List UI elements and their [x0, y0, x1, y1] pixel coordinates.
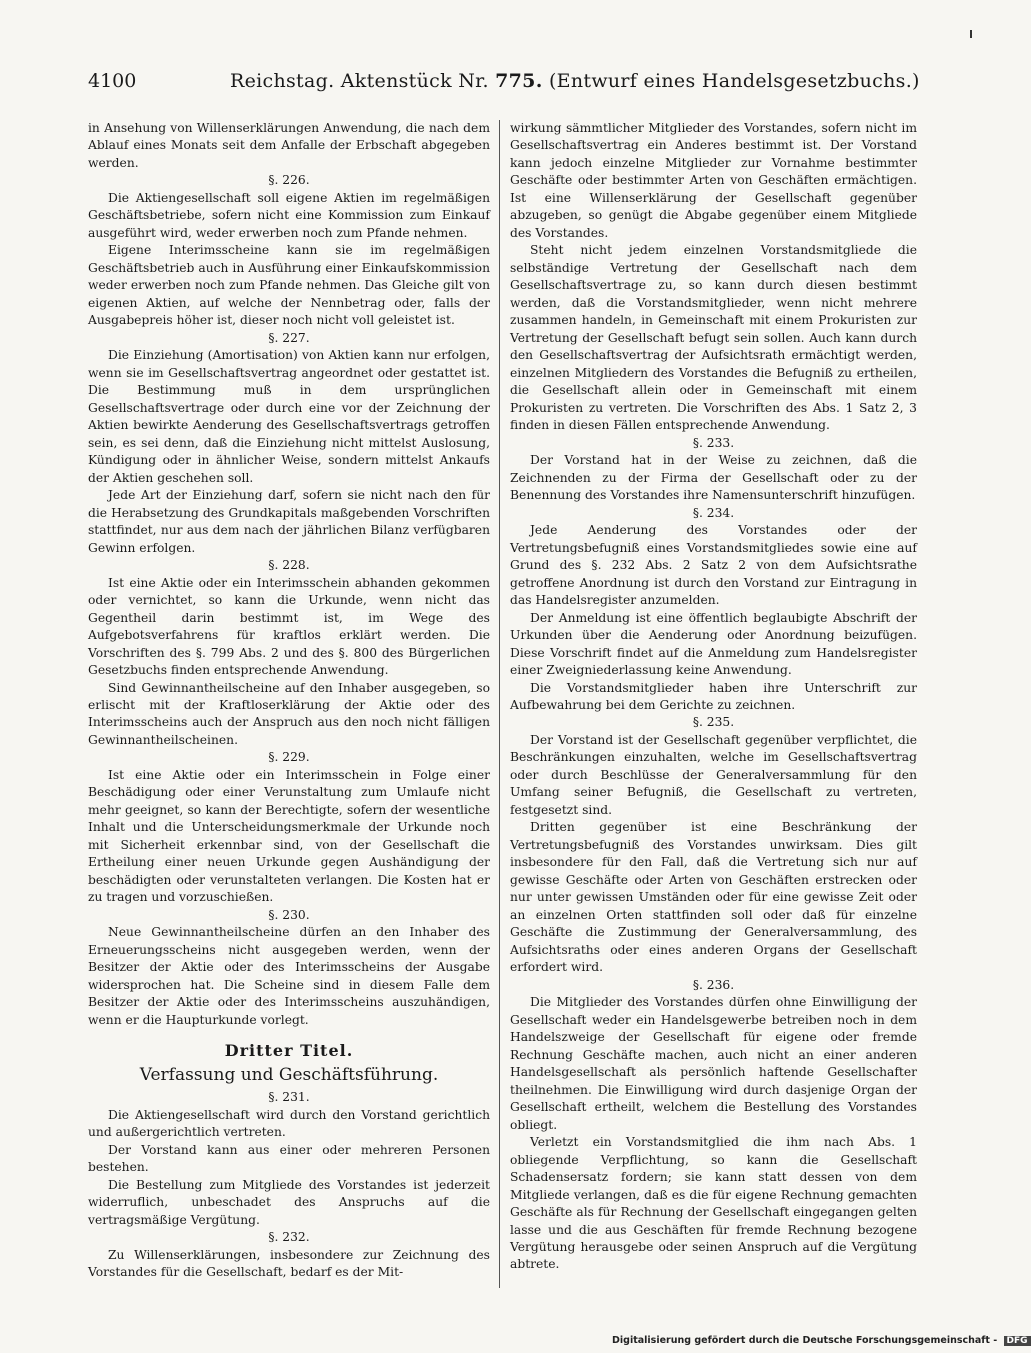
section-heading: §. 226.: [268, 173, 310, 188]
paragraph: Neue Gewinnantheilscheine dürfen an den Inhaber des Erneuerungsscheins nicht ausgegeben werden, wenn der Besitzer der Aktie oder des Interimsscheins der Ausgabe widersprochen hat. Die Scheine sind in diesem Falle dem Besitzer der Aktie oder des Interimsscheins auszuhändigen, wenn er die Haupturkunde vorlegt.: [88, 925, 490, 1027]
paragraph: Die Vorstandsmitglieder haben ihre Unterschrift zur Aufbewahrung bei dem Gerichte zu zeichnen.: [510, 680, 917, 712]
chapter-subtitle: Verfassung und Geschäftsführung.: [139, 1065, 439, 1086]
digitization-footer: [612, 1335, 1031, 1346]
section-heading: §. 230.: [268, 907, 310, 922]
scan-mark: [970, 30, 972, 38]
running-head-prefix: Reichstag. Aktenstück Nr.: [230, 70, 489, 92]
section-heading: §. 233.: [692, 435, 735, 450]
paragraph: Ist eine Aktie oder ein Interimsschein abhanden gekommen oder vernichtet, so kann die Urkunde, wenn nicht das Gegentheil darin bestimmt ist, im Wege des Aufgebotsverfahrens für kraftlos erklärt werden. Die Vorschriften des §. 799 Abs. 2 und des §. 800 des Bürgerlichen Gesetzbuchs finden entsprechende Anwendung.: [88, 575, 490, 678]
paragraph: Der Vorstand hat in der Weise zu zeichnen, daß die Zeichnenden zu der Firma der Gesellschaft oder zu der Benennung des Vorstandes ihre Namensunterschrift hinzufügen.: [510, 453, 917, 503]
section-heading: §. 227.: [268, 330, 310, 345]
paragraph: Steht nicht jedem einzelnen Vorstandsmitgliede die selbständige Vertretung der Gesellschaft nach dem Gesellschaftsvertrage zu, so kann durch diesen bestimmt werden, daß die Vorstandsmitglieder, wenn nicht mehrere zusammen handeln, in Gemeinschaft mit einem Prokuristen zur Vertretung der Gesellschaft befugt sein sollen. Auch kann durch den Gesellschaftsvertrag der Aufsichtsrath ermächtigt werden, einzelnen Mitgliedern des Vorstandes die Befugniß zu ertheilen, die Gesellschaft allein oder in Gemeinschaft mit einem Prokuristen zu vertreten. Die Vorschriften des Abs. 1 Satz 2, 3 finden in diesen Fällen entsprechende Anwendung.: [510, 243, 917, 433]
section-heading: §. 231.: [268, 1090, 310, 1105]
paragraph: Verletzt ein Vorstandsmitglied die ihm nach Abs. 1 obliegende Verpflichtung, so kann die Gesellschaft Schadensersatz fordern; sie kann statt dessen von dem Mitgliede verlangen, daß es die für eigene Rechnung gemachten Geschäfte als für Rechnung der Gesellschaft eingegangen gelten lasse und die aus Geschäften für fremde Rechnung bezogene Vergütung herausgebe oder seinen Anspruch auf die Vergütung abtrete.: [510, 1135, 917, 1272]
paragraph-continuation: in Ansehung von Willenserklärungen Anwendung, die nach dem Ablauf eines Monats seit dem Anfalle der Erbschaft abgegeben werden.: [88, 121, 490, 170]
footer-text: Digitalisierung gefördert durch die Deutsche Forschungsgemeinschaft -: [612, 1335, 998, 1346]
section-heading: §. 228.: [268, 558, 310, 573]
left-column: [88, 120, 490, 1282]
paragraph: Der Vorstand kann aus einer oder mehreren Personen bestehen.: [88, 1142, 490, 1175]
document-number: 775.: [495, 70, 543, 92]
paragraph-continuation: wirkung sämmtlicher Mitglieder des Vorstandes, sofern nicht im Gesellschaftsvertrag ein Anderes bestimmt ist. Der Vorstand kann jedoch einzelne Mitglieder zur Vornahme bestimmter Geschäfte oder bestimmter Arten von Geschäften ermächtigen. Ist eine Willenserklärung der Gesellschaft gegenüber abzugeben, so genügt die Abgabe gegenüber einem Mitgliede des Vorstandes.: [510, 121, 917, 240]
paragraph: Die Aktiengesellschaft soll eigene Aktien im regelmäßigen Geschäftsbetriebe, sofern nicht eine Kommission zum Einkauf ausgeführt wird, weder erwerben noch zum Pfande nehmen.: [88, 190, 490, 240]
section-heading: §. 234.: [692, 505, 735, 520]
paragraph: Der Vorstand ist der Gesellschaft gegenüber verpflichtet, die Beschränkungen einzuhalten, welche im Gesellschaftsvertrag oder durch Beschlüsse der Generalversammlung für den Umfang seiner Befugniß, die Gesellschaft zu vertreten, festgesetzt sind.: [510, 732, 917, 817]
paragraph: Jede Art der Einziehung darf, sofern sie nicht nach den für die Herabsetzung des Grundkapitals maßgebenden Vorschriften stattfindet, nur aus dem nach der jährlichen Bilanz verfügbaren Gewinn erfolgen.: [88, 488, 490, 555]
paragraph: Ist eine Aktie oder ein Interimsschein in Folge einer Beschädigung oder einer Verunstaltung zum Umlaufe nicht mehr geeignet, so kann der Berechtigte, sofern der wesentliche Inhalt und die Unterscheidungsmerkmale der Urkunde noch mit Sicherheit erkennbar sind, von der Gesellschaft die Ertheilung einer neuen Urkunde gegen Aushändigung der beschädigten oder verunstalteten verlangen. Die Kosten hat er zu tragen und vorzuschießen.: [88, 767, 490, 905]
section-heading: §. 229.: [268, 750, 310, 765]
paragraph: Sind Gewinnantheilscheine auf den Inhaber ausgegeben, so erlischt mit der Kraftloserklärung der Aktie oder des Interimsscheins auch der Anspruch aus den noch nicht fälligen Gewinnantheilscheinen.: [88, 680, 490, 747]
column-divider: [499, 120, 500, 1288]
paragraph: Die Aktiengesellschaft wird durch den Vorstand gerichtlich und außergerichtlich vertreten.: [88, 1107, 490, 1140]
right-column: [510, 120, 917, 1274]
running-head-title: (Entwurf eines Handelsgesetzbuchs.): [548, 70, 920, 92]
paragraph: Dritten gegenüber ist eine Beschränkung der Vertretungsbefugniß des Vorstandes unwirksam. Dies gilt insbesondere für den Fall, daß die Vertretung sich nur auf gewisse Geschäfte oder Arten von Geschäften erstrecken oder nur unter gewissen Umständen oder für eine gewisse Zeit oder an einzelnen Orten stattfinden soll oder daß für einzelne Geschäfte die Zustimmung der Generalversammlung, des Aufsichtsraths oder eines anderen Organs der Gesellschaft erfordert wird.: [510, 820, 917, 975]
dfg-logo: DFG: [1004, 1336, 1031, 1346]
page-number: 4100: [88, 70, 137, 92]
paragraph: Die Bestellung zum Mitgliede des Vorstandes ist jederzeit widerruflich, unbeschadet des Anspruchs auf die vertragsmäßige Vergütung.: [88, 1177, 490, 1227]
running-head: [230, 70, 920, 92]
paragraph: Die Einziehung (Amortisation) von Aktien kann nur erfolgen, wenn sie im Gesellschaftsvertrag angeordnet oder gestattet ist. Die Bestimmung muß in dem ursprünglichen Gesellschaftsvertrage oder durch eine vor der Zeichnung der Aktien bewirkte Aenderung des Gesellschaftsvertrags getroffen sein, es sei denn, daß die Einziehung nicht mittelst Auslosung, Kündigung oder in ähnlicher Weise, sondern mittelst Ankaufs der Aktien geschehen soll.: [88, 348, 490, 485]
paragraph: Eigene Interimsscheine kann sie im regelmäßigen Geschäftsbetrieb auch in Ausführung einer Einkaufskommission weder erwerben noch zum Pfande nehmen. Das Gleiche gilt von eigenen Aktien, auf welche der Nennbetrag oder, falls der Ausgabepreis höher ist, dieser noch nicht voll geleistet ist.: [88, 243, 490, 328]
chapter-title: Dritter Titel.: [224, 1041, 354, 1061]
paragraph: Jede Aenderung des Vorstandes oder der Vertretungsbefugniß eines Vorstandsmitgliedes sowie eine auf Grund des §. 232 Abs. 2 Satz 2 von dem Aufsichtsrathe getroffene Anordnung ist durch den Vorstand zur Eintragung in das Handelsregister anzumelden.: [510, 523, 917, 608]
section-heading: §. 236.: [692, 977, 735, 992]
section-heading: §. 232.: [268, 1230, 310, 1245]
page-header: [88, 70, 920, 98]
section-heading: §. 235.: [692, 715, 735, 730]
paragraph: Die Mitglieder des Vorstandes dürfen ohne Einwilligung der Gesellschaft weder ein Handelsgewerbe betreiben noch in dem Handelszweige der Gesellschaft für eigene oder fremde Rechnung Geschäfte machen, auch nicht an einer anderen Handelsgesellschaft als persönlich haftende Gesellschafter theilnehmen. Die Einwilligung wird durch dasjenige Organ der Gesellschaft ertheilt, welchem die Bestellung des Vorstandes obliegt.: [510, 995, 917, 1132]
paragraph: Der Anmeldung ist eine öffentlich beglaubigte Abschrift der Urkunden über die Aenderung oder Anordnung beizufügen. Diese Vorschrift findet auf die Anmeldung zum Handelsregister einer Zweigniederlassung keine Anwendung.: [510, 610, 917, 678]
paragraph: Zu Willenserklärungen, insbesondere zur Zeichnung des Vorstandes für die Gesellschaft, bedarf es der Mit-: [88, 1247, 490, 1280]
